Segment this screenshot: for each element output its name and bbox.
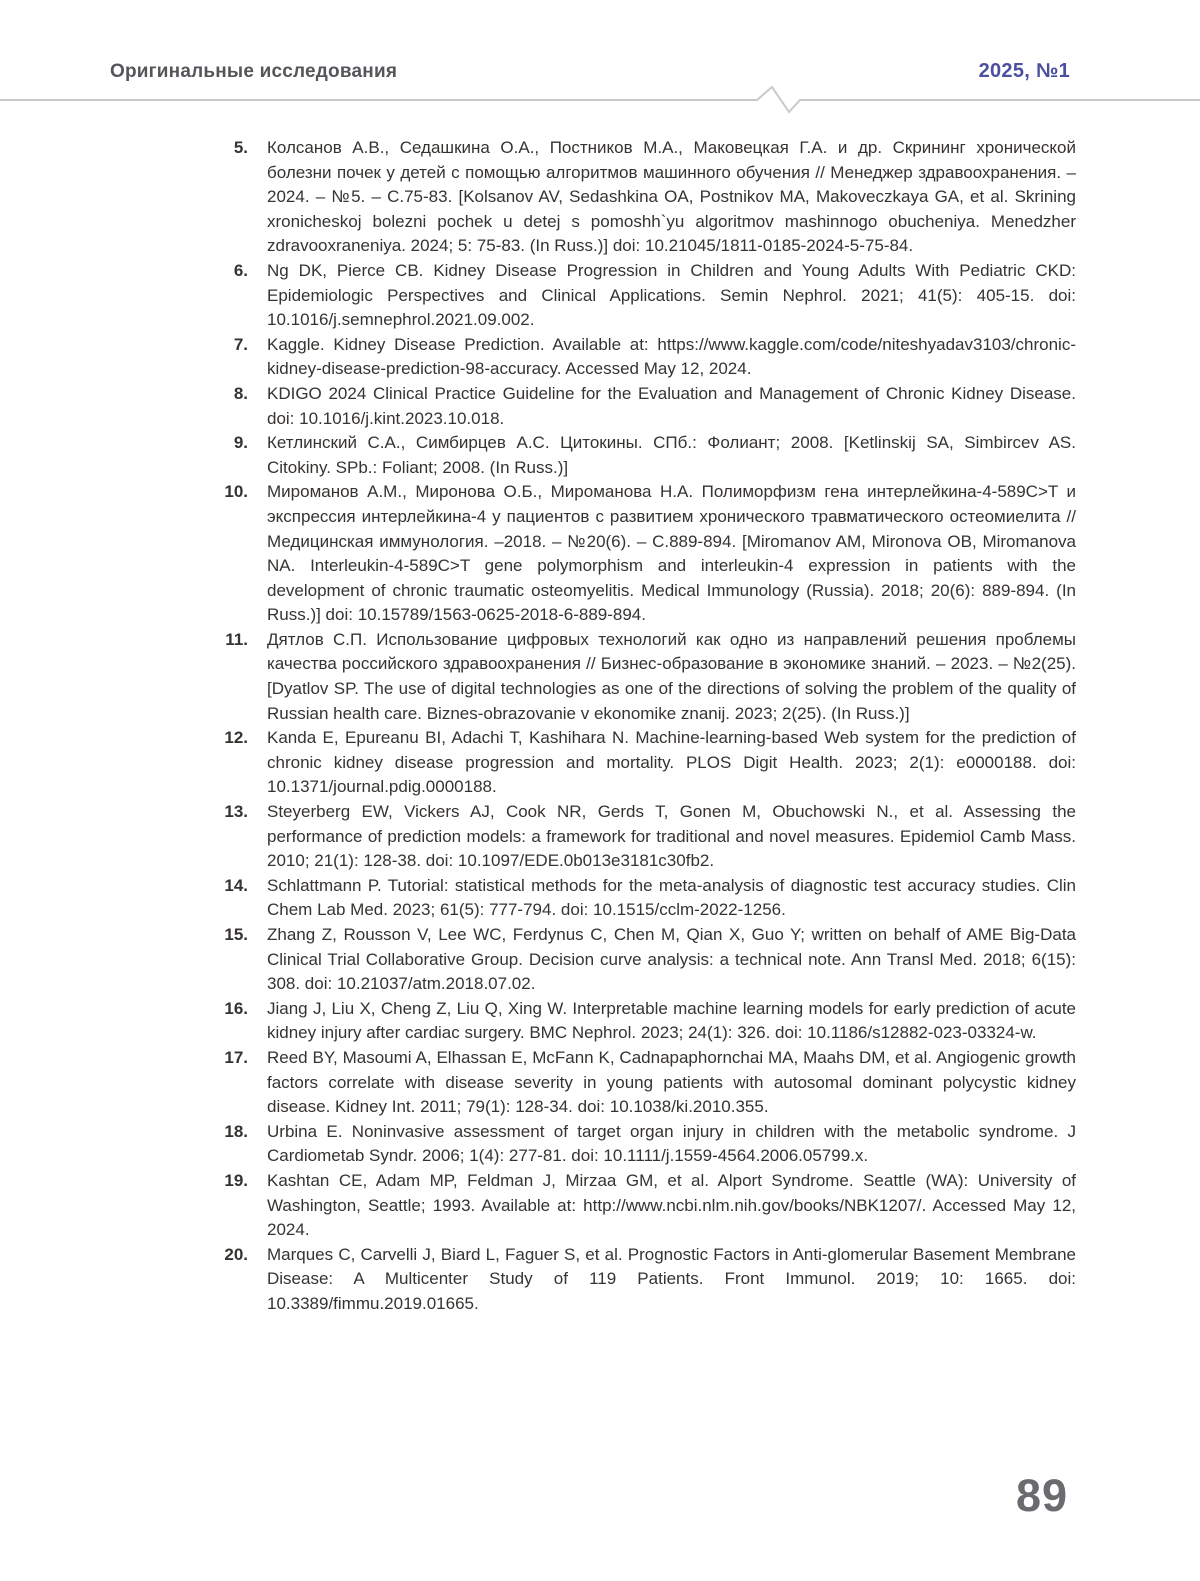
reference-item [200, 1243, 1076, 1317]
reference-number: 8. [233, 383, 248, 403]
reference-number: 12. [224, 728, 248, 748]
reference-item [200, 1046, 1076, 1120]
reference-number: 11. [225, 629, 248, 649]
header-rule-ecg-line [0, 86, 1200, 116]
reference-item [200, 800, 1076, 874]
reference-number: 20. [224, 1244, 248, 1264]
reference-item [200, 431, 1076, 480]
reference-item [200, 1169, 1076, 1243]
reference-text: KDIGO 2024 Clinical Practice Guideline for the Evaluation and Management of Chronic Kidney Disease. doi: 10.1016/j.kint.2023.10.018. [267, 383, 1076, 428]
reference-item [200, 259, 1076, 333]
reference-item [200, 726, 1076, 800]
reference-text: Kanda E, Epureanu BI, Adachi T, Kashihara N. Machine-learning-based Web system for the prediction of chronic kidney disease progression and mortality. PLOS Digit Health. 2023; 2(1): e0000188. doi: 10.1371/journal.pdig.0000188. [267, 728, 1076, 797]
reference-item [200, 333, 1076, 382]
reference-number: 14. [224, 875, 248, 895]
reference-number: 13. [224, 802, 248, 822]
reference-text: Marques C, Carvelli J, Biard L, Faguer S, et al. Prognostic Factors in Anti-glomerular Basement Membrane Disease: A Multicenter Study of 119 Patients. Front Immunol. 2019; 10: 1665. doi: 10.3389/fimmu.2019.01665. [267, 1244, 1076, 1313]
reference-text: Kaggle. Kidney Disease Prediction. Available at: https://www.kaggle.com/code/niteshyadav3103/chronic-kidney-disease-prediction-98-accuracy. Accessed May 12, 2024. [267, 334, 1076, 379]
reference-text: Jiang J, Liu X, Cheng Z, Liu Q, Xing W. Interpretable machine learning models for early prediction of acute kidney injury after cardiac surgery. BMC Nephrol. 2023; 24(1): 326. doi: 10.1186/s12882-023-03324-w. [267, 998, 1076, 1043]
reference-text: Schlattmann P. Tutorial: statistical methods for the meta-analysis of diagnostic test accuracy studies. Clin Chem Lab Med. 2023; 61(5): 777-794. doi: 10.1515/cclm-2022-1256. [267, 875, 1076, 920]
reference-number: 6. [233, 260, 248, 280]
reference-text: Reed BY, Masoumi A, Elhassan E, McFann K, Cadnapaphornchai MA, Maahs DM, et al. Angiogenic growth factors correlate with disease severity in young patients with autosomal dominant polycystic kidney disease. Kidney Int. 2011; 79(1): 128-34. doi: 10.1038/ki.2010.355. [267, 1047, 1076, 1117]
reference-item [200, 480, 1076, 628]
reference-number: 18. [224, 1121, 248, 1141]
reference-number: 15. [224, 925, 248, 944]
reference-number: 17. [224, 1047, 248, 1067]
reference-item [200, 382, 1076, 431]
reference-item [200, 1120, 1076, 1169]
reference-item [200, 628, 1076, 726]
reference-number: 9. [233, 433, 248, 453]
reference-number: 19. [224, 1170, 248, 1190]
reference-item [200, 997, 1076, 1046]
section-title: Оригинальные исследования [110, 61, 398, 82]
reference-item [200, 136, 1076, 259]
reference-text: Мироманов А.М., Миронова О.Б., Мироманова Н.А. Полиморфизм гена интерлейкина-4-589C>T и экспрессия интерлейкина-4 у пациентов с развитием хронического травматического остеомиелита // Медицинская иммунология. –2018. – №20(6). – С.889-894. [Miromanov AM, Mironova OB, Miromanova NA. Interleukin-4-589C>T gene polymorphism and interleukin-4 expression in patients with the development of chronic traumatic osteomyelitis. Medical Immunology (Russia). 2018; 20(6): 889-894. (In Russ.)] doi: 10.15789/1563-0625-2018-6-889-894. [267, 482, 1076, 625]
reference-number: 16. [224, 998, 248, 1018]
reference-list [200, 136, 1076, 1317]
reference-text: Ng DK, Pierce CB. Kidney Disease Progression in Children and Young Adults With Pediatric CKD: Epidemiologic Perspectives and Clinical Applications. Semin Nephrol. 2021; 41(5): 405-15. doi: 10.1016/j.semnephrol.2021.09.002. [267, 260, 1076, 330]
reference-text: Steyerberg EW, Vickers AJ, Cook NR, Gerds T, Gonen M, Obuchowski N., et al. Assessing the performance of prediction models: a framework for traditional and novel measures. Epidemiol Camb Mass. 2010; 21(1): 128-38. doi: 10.1097/EDE.0b013e3181c30fb2. [267, 802, 1076, 871]
reference-item [200, 874, 1076, 923]
reference-item [200, 923, 1076, 997]
reference-number: 10. [224, 482, 248, 502]
reference-text: Kashtan CE, Adam MP, Feldman J, Mirzaa GM, et al. Alport Syndrome. Seattle (WA): University of Washington, Seattle; 1993. Available at: http://www.ncbi.nlm.nih.gov/books/NBK1207/. Accessed May 12, 2024. [267, 1170, 1076, 1240]
reference-text: Дятлов С.П. Использование цифровых технологий как одно из направлений решения проблемы качества российского здравоохранения // Бизнес-образование в экономике знаний. – 2023. – №2(25). [Dyatlov SP. The use of digital technologies as one of the directions of solving the problem of the quality of Russian health care. Biznes-obrazovanie v ekonomike znanij. 2023; 2(25). (In Russ.)] [267, 629, 1076, 723]
reference-number: 5. [233, 138, 248, 157]
reference-number: 7. [233, 334, 248, 354]
reference-text: Zhang Z, Rousson V, Lee WC, Ferdynus C, Chen M, Qian X, Guo Y; written on behalf of AME Big-Data Clinical Trial Collaborative Group. Decision curve analysis: a technical note. Ann Transl Med. 2018; 6(15): 308. doi: 10.21037/atm.2018.07.02. [267, 925, 1076, 994]
reference-text: Кетлинский С.А., Симбирцев А.С. Цитокины. СПб.: Фолиант; 2008. [Ketlinskij SA, Simbircev AS. Citokiny. SPb.: Foliant; 2008. (In Russ.)] [267, 433, 1076, 477]
page-header [110, 60, 1070, 83]
issue-number: 2025, №1 [978, 60, 1070, 82]
reference-text: Urbina E. Noninvasive assessment of target organ injury in children with the metabolic syndrome. J Cardiometab Syndr. 2006; 1(4): 277-81. doi: 10.1111/j.1559-4564.2006.05799.x. [267, 1121, 1076, 1166]
page-number: 89 [1015, 1470, 1068, 1521]
reference-text: Колсанов А.В., Седашкина О.А., Постников М.А., Маковецкая Г.А. и др. Скрининг хронической болезни почек у детей с помощью алгоритмов машинного обучения // Менеджер здравоохранения. – 2024. – №5. – С.75-83. [Kolsanov AV, Sedashkina OA, Postnikov MA, Makoveczkaya GA, et al. Skrining xronicheskoj bolezni pochek u detej s pomoshh`yu algoritmov mashinnogo obucheniya. Menedzher zdravooxraneniya. 2024; 5: 75-83. (In Russ.)] doi: 10.21045/1811-0185-2024-5-75-84. [267, 138, 1076, 256]
